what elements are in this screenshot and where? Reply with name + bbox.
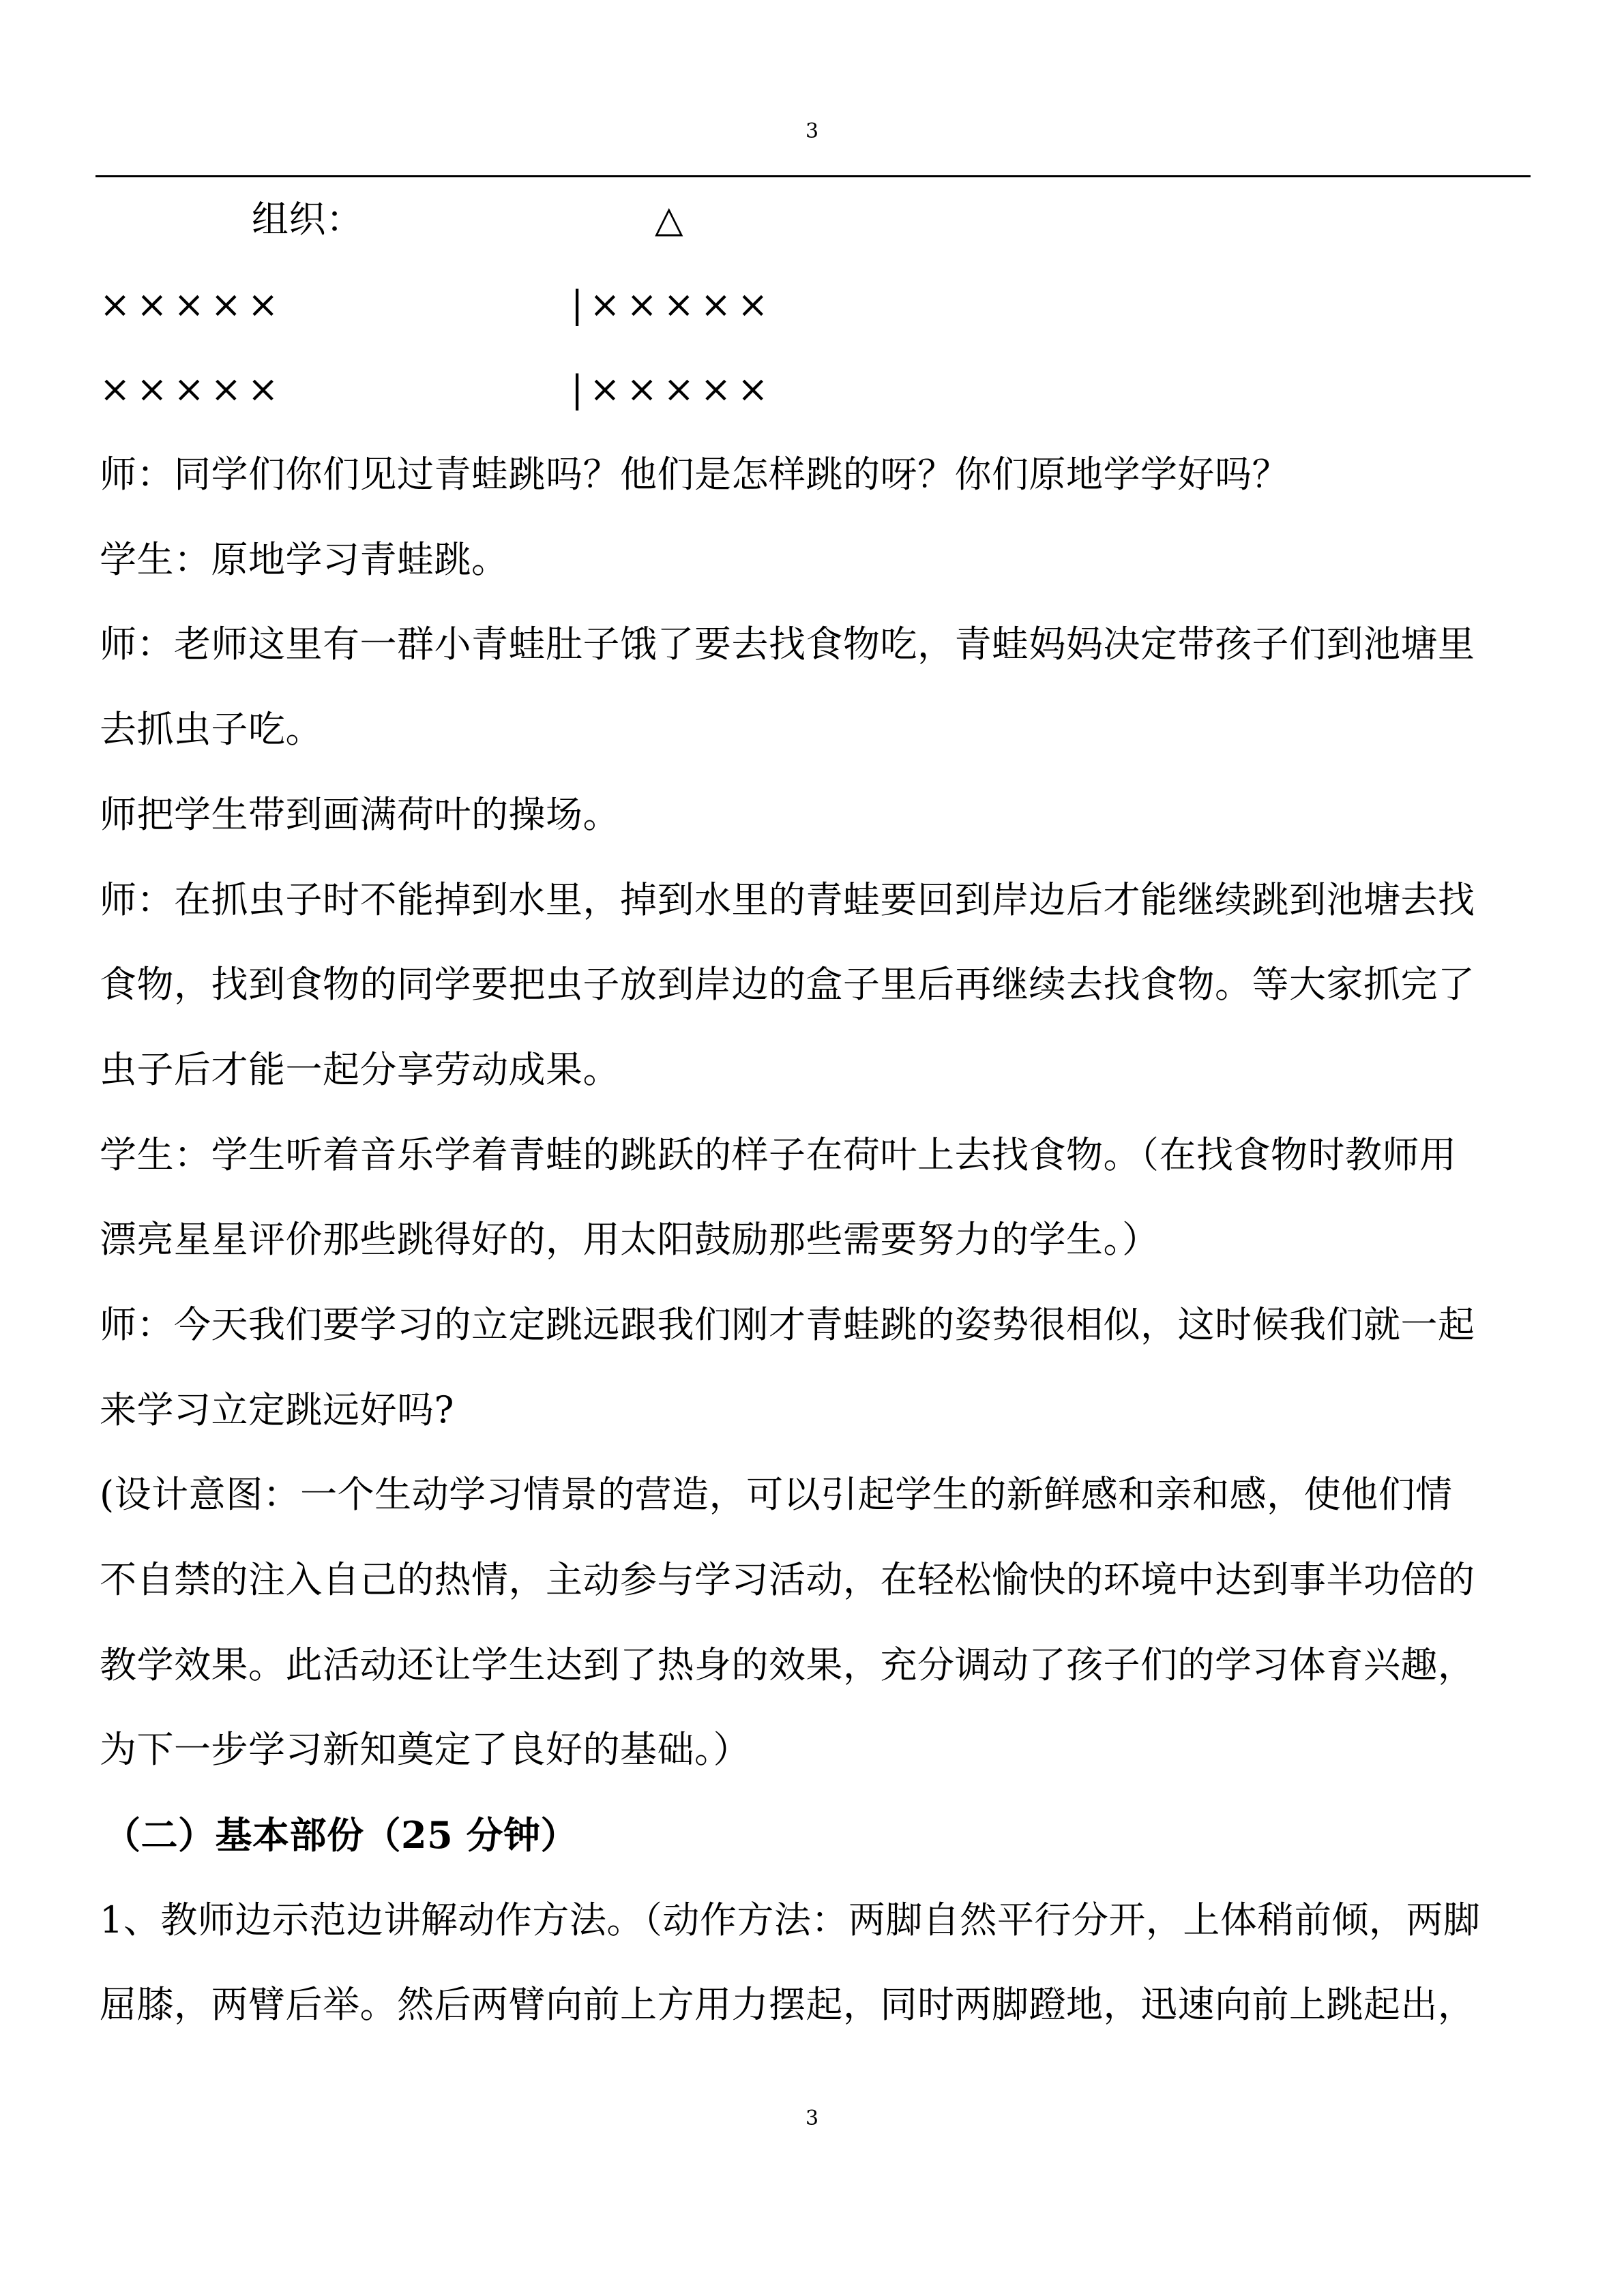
text-line: 1、教师边示范边讲解动作方法。（动作方法：两脚自然平行分开，上体稍前倾，两脚 bbox=[100, 1898, 1481, 1941]
text-line: 师把学生带到画满荷叶的操场。 bbox=[100, 792, 620, 836]
paragraph bbox=[100, 602, 1525, 772]
formation-label: 组织： bbox=[252, 198, 364, 241]
footer-page-number: 3 bbox=[805, 2106, 819, 2130]
formation-header bbox=[100, 177, 1525, 263]
text-line: 师：同学们你们见过青蛙跳吗？他们是怎样跳的呀？你们原地学学好吗？ bbox=[100, 453, 1289, 496]
text-line: 学生：学生听着音乐学着青蛙的跳跃的样子在荷叶上去找食物。（在找食物时教师用 bbox=[100, 1133, 1457, 1176]
header-page-number: 3 bbox=[805, 119, 819, 143]
text-line: 师：老师这里有一群小青蛙肚子饿了要去找食物吃，青蛙妈妈决定带孩子们到池塘里 bbox=[100, 623, 1475, 666]
text-line: 食物，找到食物的同学要把虫子放到岸边的盒子里后再继续去找食物。等大家抓完了 bbox=[100, 963, 1475, 1007]
paragraph bbox=[100, 1113, 1525, 1283]
section-heading: （二）基本部份（25 分钟） bbox=[104, 1813, 578, 1858]
paragraph bbox=[100, 432, 1525, 518]
formation-row bbox=[100, 263, 1525, 348]
text-line: 为下一步学习新知奠定了良好的基础。） bbox=[100, 1728, 750, 1772]
text-line: 来学习立定跳远好吗? bbox=[100, 1388, 454, 1431]
text-line: 教学效果。此活动还让学生达到了热身的效果，充分调动了孩子们的学习体育兴趣， bbox=[100, 1643, 1475, 1686]
text-line: 不自禁的注入自己的热情，主动参与学习活动，在轻松愉快的环境中达到事半功倍的 bbox=[100, 1558, 1475, 1601]
student-group-right: |××××× bbox=[571, 368, 775, 411]
paragraph bbox=[100, 1283, 1525, 1452]
student-group-left: ××××× bbox=[100, 368, 285, 411]
paragraph bbox=[100, 1878, 1525, 2048]
formation-row bbox=[100, 347, 1525, 432]
paragraph bbox=[100, 858, 1525, 1113]
text-line: 师：今天我们要学习的立定跳远跟我们刚才青蛙跳的姿势很相似，这时候我们就一起 bbox=[100, 1302, 1475, 1346]
text-line: 师：在抓虫子时不能掉到水里，掉到水里的青蛙要回到岸边后才能继续跳到池塘去找 bbox=[100, 878, 1475, 921]
student-group-right: |××××× bbox=[571, 282, 775, 326]
paragraph bbox=[100, 773, 1525, 858]
text-line: 屈膝，两臂后举。然后两臂向前上方用力摆起，同时两脚蹬地，迅速向前上跳起出， bbox=[100, 1983, 1475, 2027]
text-line: (设计意图：一个生动学习情景的营造，可以引起学生的新鲜感和亲和感，使他们情 bbox=[100, 1473, 1453, 1517]
design-intent-paragraph bbox=[100, 1452, 1525, 1793]
text-line: 虫子后才能一起分享劳动成果。 bbox=[100, 1047, 620, 1091]
text-line: 漂亮星星评价那些跳得好的，用太阳鼓励那些需要努力的学生。） bbox=[100, 1218, 1160, 1262]
text-line: 去抓虫子吃。 bbox=[100, 708, 323, 751]
text-line: 学生：原地学习青蛙跳。 bbox=[100, 537, 509, 581]
teacher-position-marker: △ bbox=[655, 198, 684, 241]
page-content bbox=[100, 177, 1525, 2048]
student-group-left: ××××× bbox=[100, 282, 285, 326]
paragraph bbox=[100, 518, 1525, 603]
